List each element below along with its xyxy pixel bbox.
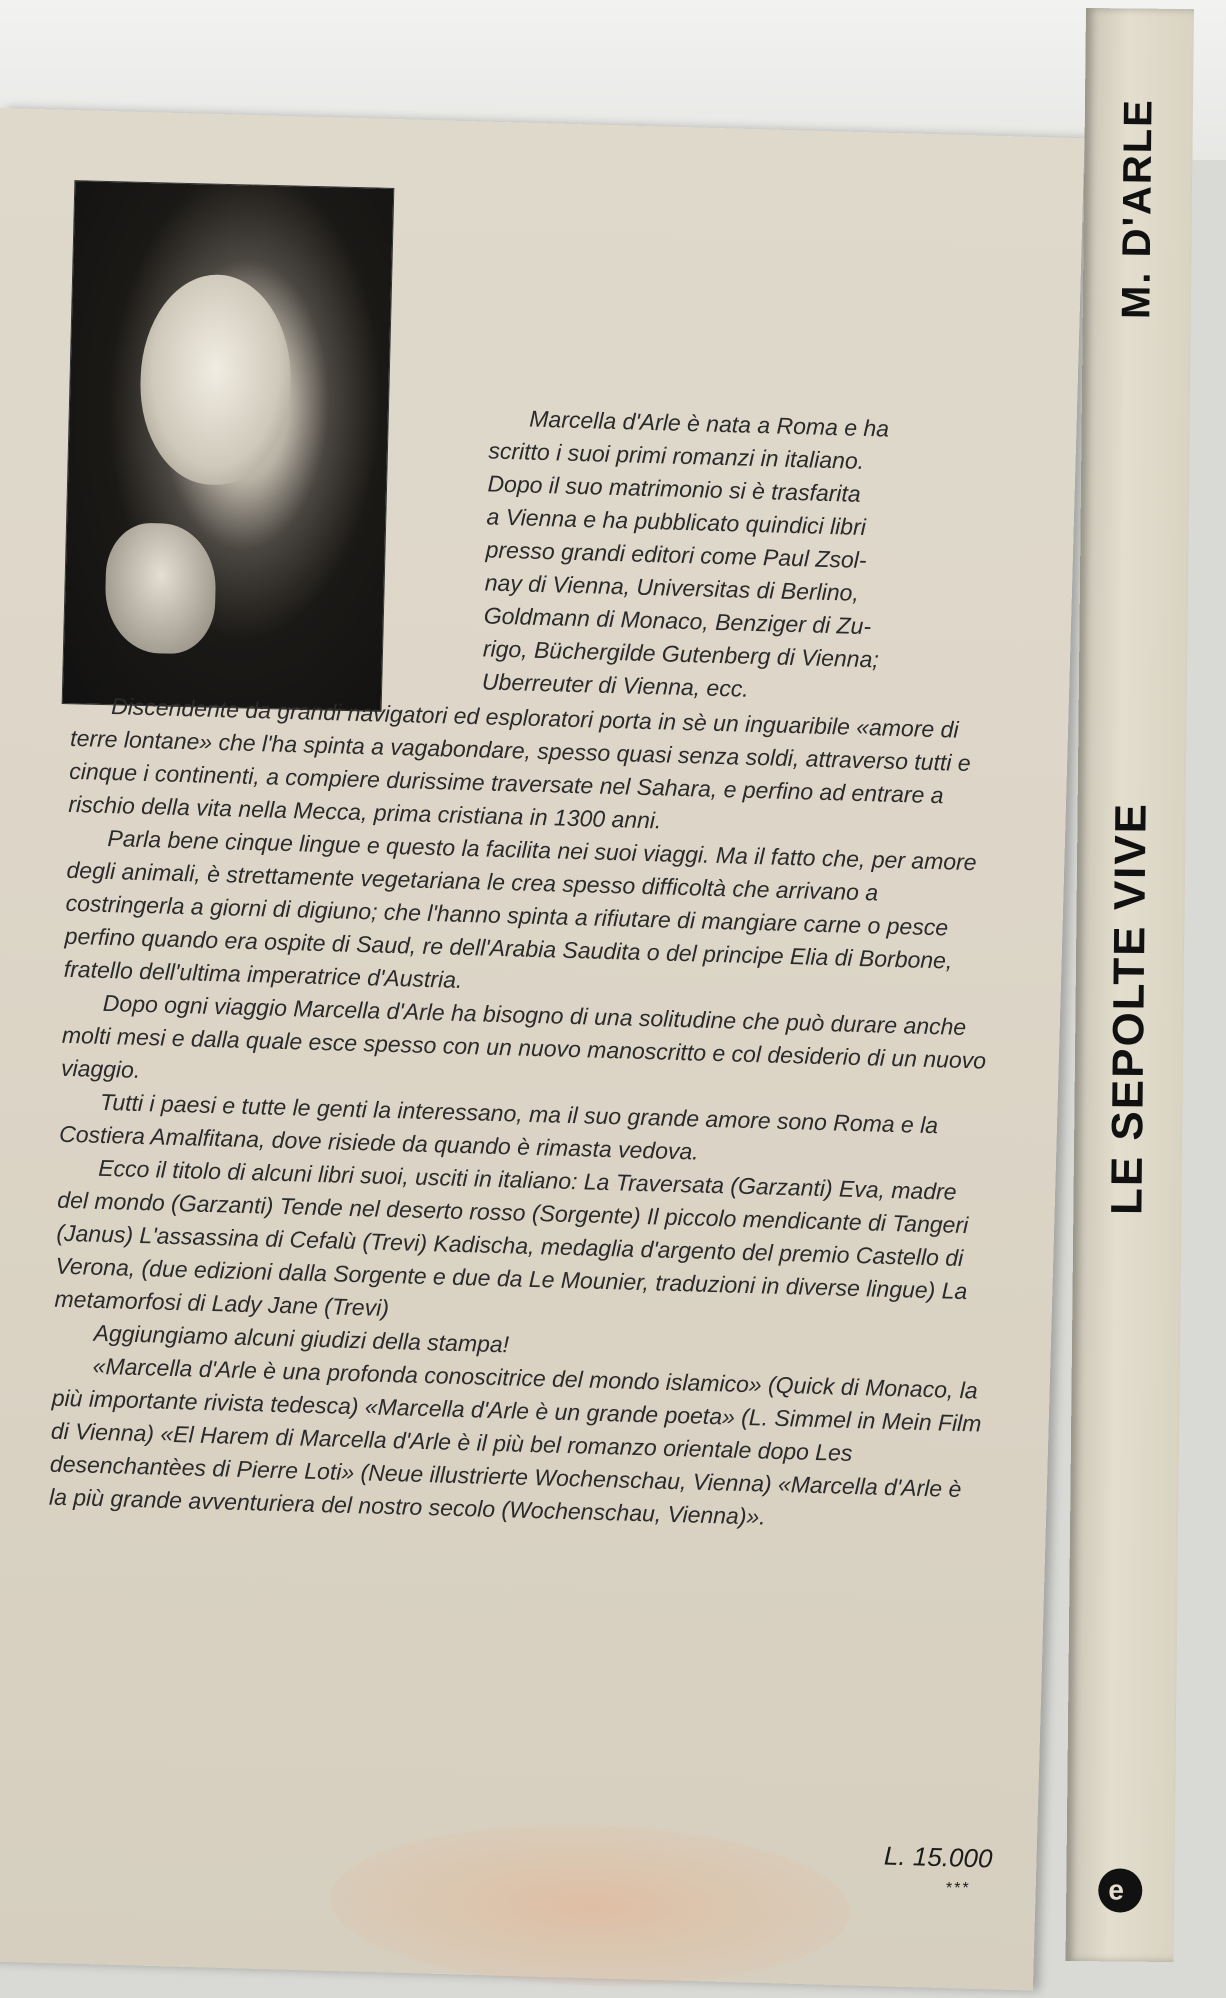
intro-line: a Vienna e ha pubblicato quindici libri xyxy=(486,503,867,540)
paragraph: Ecco il titolo di alcuni libri suoi, usciti in italiano: La Traversata (Garzanti) Eva, madre del mondo (Garzanti) Tende nel deserto rosso (Sorgente) Il piccolo mendicante di Tangeri (Janus) L'assassina di Cefalù (Trevi) Kadischa, medaglia d'argento del premio Castello di Verona, (due edizioni dalla Sorgente e due da Le Mounier, traduzioni in diverse lingue) La metamorfosi di Lady Jane (Trevi) xyxy=(54,1154,969,1321)
paragraph: Discendente da grandi navigatori ed esploratori porta in sè un inguaribile «amore di terre lontane» che l'ha spinta a vagabondare, spesso quasi senza soldi, attraverso tutti e cinque i continenti, a compiere durissime traversate nel Sahara, e perfino ad entrare a rischio della vita nella Mecca, prima cristiana in 1300 anni. xyxy=(68,692,971,834)
intro-line: Uberreuter di Vienna, ecc. xyxy=(481,668,750,702)
stain xyxy=(328,1818,852,1992)
price: L. 15.000 xyxy=(883,1840,993,1874)
stars: *** xyxy=(946,1880,971,1897)
book-spine xyxy=(1066,8,1194,1962)
paragraph: «Marcella d'Arle è una profonda conoscitrice del mondo islamico» (Quick di Monaco, la più importante rivista tedesca) «Marcella d'Arle è un grande poeta» (L. Simmel in Mein Film di Vienna) «El Harem di Marcella d'Arle è il più bel romanzo orientale dopo Les desenchantèes di Pierre Loti» (Neue illustrierte Wochenschau, Vienna) «Marcella d'Arle è la più grande avventuriera del nostro secolo (Wochenschau, Vienna)». xyxy=(48,1352,982,1530)
intro-line: Dopo il suo matrimonio si è trasfarita xyxy=(487,470,862,507)
intro-line: Goldmann di Monaco, Benziger di Zu- xyxy=(483,602,872,640)
intro-paragraph xyxy=(482,401,1010,712)
intro-line: Marcella d'Arle è nata a Roma e ha xyxy=(529,405,890,442)
intro-line: rigo, Büchergilde Gutenberg di Vienna; xyxy=(482,635,880,673)
back-cover-text xyxy=(49,390,1010,1540)
paragraph: Dopo ogni viaggio Marcella d'Arle ha bisogno di una solitudine che può durare anche molti mesi e dalla quale esce spesso con un nuovo manoscritto e col desiderio di un nuovo viaggio. xyxy=(60,989,987,1083)
publisher-logo-icon: e xyxy=(1098,1868,1142,1912)
paragraph: Parla bene cinque lingue e questo la facilita nei suoi viaggi. Ma il fatto che, per amore degli animali, è strettamente vegetariana le crea spesso difficoltà che arrivano a costringerla a giorni di digiuno; che l'hanno spinta a rifiutare di mangiare carne o pesce perfino quando era ospite di Saud, re dell'Arabia Saudita o del principe Elia di Borbone, fratello dell'ultima imperatrice d'Austria. xyxy=(63,824,977,993)
spine-title: LE SEPOLTE VIVE xyxy=(1102,801,1156,1216)
paragraph: Aggiungiamo alcuni giudizi della stampa! xyxy=(93,1319,510,1358)
intro-line: nay di Vienna, Universitas di Berlino, xyxy=(484,569,860,606)
intro-line: scritto i suoi primi romanzi in italiano. xyxy=(488,437,865,474)
intro-line: presso grandi editori come Paul Zsol- xyxy=(485,536,867,574)
spine-author: M. D'ARLE xyxy=(1114,97,1161,320)
paragraph: Tutti i paesi e tutte le genti la interessano, ma il suo grande amore sono Roma e la Costiera Amalfitana, dove risiede da quando è rimasta vedova. xyxy=(58,1088,939,1165)
